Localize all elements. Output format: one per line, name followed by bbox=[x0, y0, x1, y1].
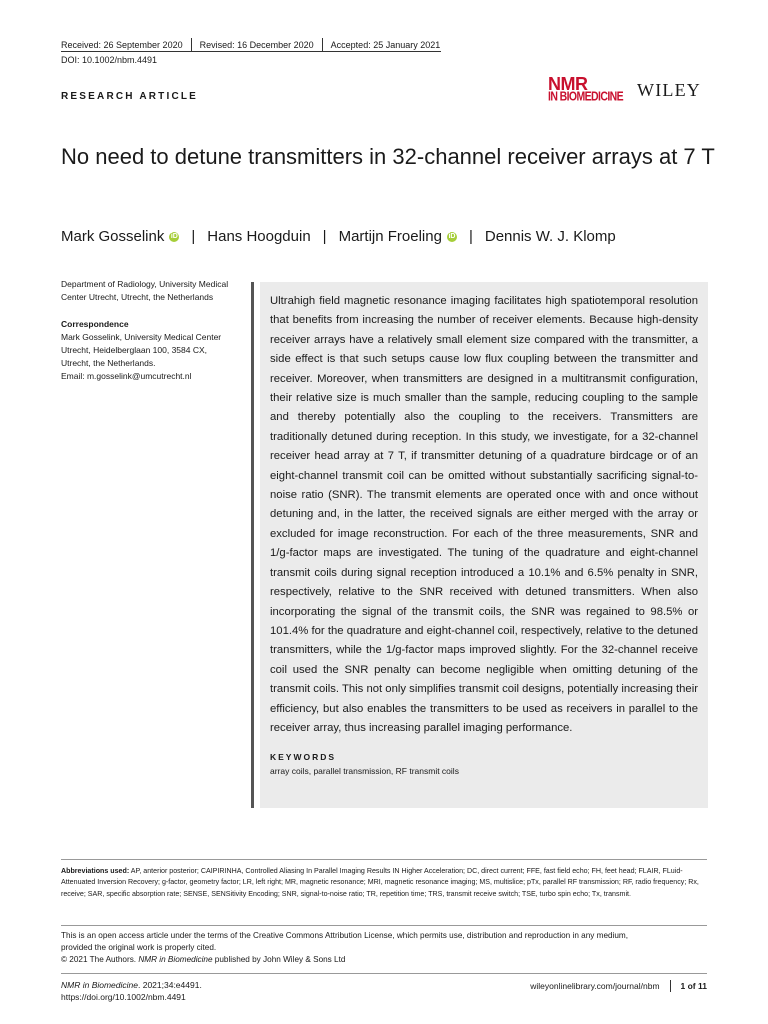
author-name[interactable]: Martijn Froeling bbox=[338, 228, 442, 245]
orcid-icon[interactable]: iD bbox=[170, 232, 178, 240]
author-divider: | bbox=[468, 228, 473, 245]
article-title: No need to detune transmitters in 32-channel receiver arrays at 7 T bbox=[61, 144, 715, 169]
license-line: This is an open access article under the terms of the Creative Commons Attribution License, which permits use, distribution and reproduction in any medium, bbox=[61, 931, 629, 940]
abstract-text: Ultrahigh field magnetic resonance imaging facilitates high spatiotemporal resolution that benefits from increasing the number of receiver elements. Because high-density receiver arrays have a relatively small element size compared with the transmitter, a side effect is that such setups cause low flux coupling between the transmitter and receiver. Moreover, when transmitters are designed in a multitransmit configuration, their relative size is much smaller than the sample, reducing coupling to the sample and thereby potentially also the coupling to the receivers. Transmitters are traditionally detuned during reception. In this study, we investigate, for a 32-channel receiver head array at 7 T, if transmitter detuning of a quadrature birdcage or of an eight-channel transmit coil can be omitted without substantially sacrificing signal-to-noise ratio (SNR). The transmit elements are operated once with and once without detuning and, in the latter, the received signals are either merged with the array or excluded for image reconstruction. For each of the three measurements, SNR and 1/g-factor maps are investigated. The tuning of the quadrature and eight-channel transmit coils during signal reception introduced a 10.1% and 6.5% penalty in SNR, respectively, relative to the SNR received with detuned transmitters. When also incorporating the signal of the transmit coils, the SNR was regained to 98.5% or 101.4% for the quadrature and eight-channel coil, respectively, relative to the detuned transmitters, while the 1/g-factor maps improved slightly. For the 32-channel receive coil used the SNR penalty can become negligible when omitting detuning of the transmit coils. This not only simplifies transmit coil designs, potentially increasing their efficiency, but also enables the transmitters to be used as receivers in parallel to the receiver array, thus increasing parallel imaging performance. bbox=[270, 295, 698, 734]
date-divider bbox=[191, 38, 192, 52]
copyright-journal: NMR in Biomedicine bbox=[138, 955, 213, 964]
abstract-side-rule bbox=[251, 282, 254, 808]
author-divider: | bbox=[322, 228, 327, 245]
footer-doi-link[interactable]: https://doi.org/10.1002/nbm.4491 bbox=[61, 992, 186, 1002]
correspondence-block bbox=[61, 318, 246, 383]
footer-journal: NMR in Biomedicine bbox=[61, 980, 138, 990]
correspondence-line: Utrecht, Heidelberglaan 100, 3584 CX, bbox=[61, 345, 208, 355]
correspondence-label: Correspondence bbox=[61, 319, 129, 329]
date-divider bbox=[322, 38, 323, 52]
copyright-suffix: published by John Wiley & Sons Ltd bbox=[212, 955, 346, 964]
journal-logo-top: NMR bbox=[548, 74, 588, 94]
author-name[interactable]: Hans Hoogduin bbox=[207, 228, 311, 245]
revised-date: Revised: 16 December 2020 bbox=[199, 40, 314, 50]
publication-dates bbox=[61, 38, 440, 52]
keywords-heading: KEYWORDS bbox=[270, 752, 337, 763]
header-rule bbox=[61, 51, 441, 52]
affiliation: Department of Radiology, University Medical Center Utrecht, Utrecht, the Netherlands bbox=[61, 279, 229, 302]
license-rule bbox=[61, 925, 707, 926]
abbreviations-label: Abbreviations used: bbox=[61, 867, 130, 875]
received-date: Received: 26 September 2020 bbox=[61, 40, 183, 50]
abbreviations-rule bbox=[61, 859, 707, 860]
abbreviations bbox=[61, 866, 709, 900]
article-type: RESEARCH ARTICLE bbox=[61, 91, 199, 102]
footer-right bbox=[530, 980, 707, 992]
footer-volume: . 2021;34:e4491. bbox=[138, 980, 202, 990]
author-divider: | bbox=[191, 228, 196, 245]
abbreviations-text: AP, anterior posterior; CAIPIRINHA, Controlled Aliasing In Parallel Imaging Results IN Higher Acceleration; DC, direct current; FFE, fast field echo; FH, feet head; FLAIR, FLuid-Attenuated Inversion Recovery; g-factor, geometry factor; LR, left right; MR, magnetic resonance; MRI, magnetic resonance imaging; MS, multislice; pTx, parallel RF transmission; RF, radio frequency; Rx, receive; SAR, specific absorption rate; SENSE, SENSitivity Encoding; SNR, signal-to-noise ratio; TR, repetition time; TRS, transmit receive switch; TSE, turbo spin echo; Tx, transmit. bbox=[61, 867, 699, 898]
accepted-date: Accepted: 25 January 2021 bbox=[330, 40, 441, 50]
journal-logo-bottom: IN BIOMEDICINE bbox=[548, 89, 624, 105]
citation-line bbox=[61, 979, 202, 991]
correspondence-line: Utrecht, the Netherlands. bbox=[61, 358, 156, 368]
orcid-icon[interactable]: iD bbox=[448, 232, 456, 240]
publisher-logo: WILEY bbox=[637, 80, 701, 100]
author-name[interactable]: Mark Gosselink bbox=[61, 228, 165, 245]
footer-citation bbox=[61, 979, 202, 1003]
keywords-text: array coils, parallel transmission, RF transmit coils bbox=[270, 766, 459, 777]
correspondence-line: Mark Gosselink, University Medical Center bbox=[61, 332, 222, 342]
abstract-box bbox=[260, 282, 708, 808]
copyright-line bbox=[61, 954, 709, 966]
copyright-prefix: © 2021 The Authors. bbox=[61, 955, 139, 964]
footer-site-link[interactable]: wileyonlinelibrary.com/journal/nbm bbox=[530, 981, 660, 991]
footer-divider bbox=[670, 980, 671, 992]
author-name[interactable]: Dennis W. J. Klomp bbox=[484, 228, 616, 245]
footer-rule bbox=[61, 973, 707, 974]
doi-label[interactable]: DOI: 10.1002/nbm.4491 bbox=[61, 55, 158, 65]
author-list bbox=[61, 228, 616, 245]
correspondence-email[interactable]: Email: m.gosselink@umcutrecht.nl bbox=[61, 371, 192, 381]
page-number: 1 of 11 bbox=[680, 981, 707, 991]
license-line: provided the original work is properly cited. bbox=[61, 943, 217, 952]
journal-logo bbox=[548, 74, 624, 105]
license-block bbox=[61, 930, 709, 966]
